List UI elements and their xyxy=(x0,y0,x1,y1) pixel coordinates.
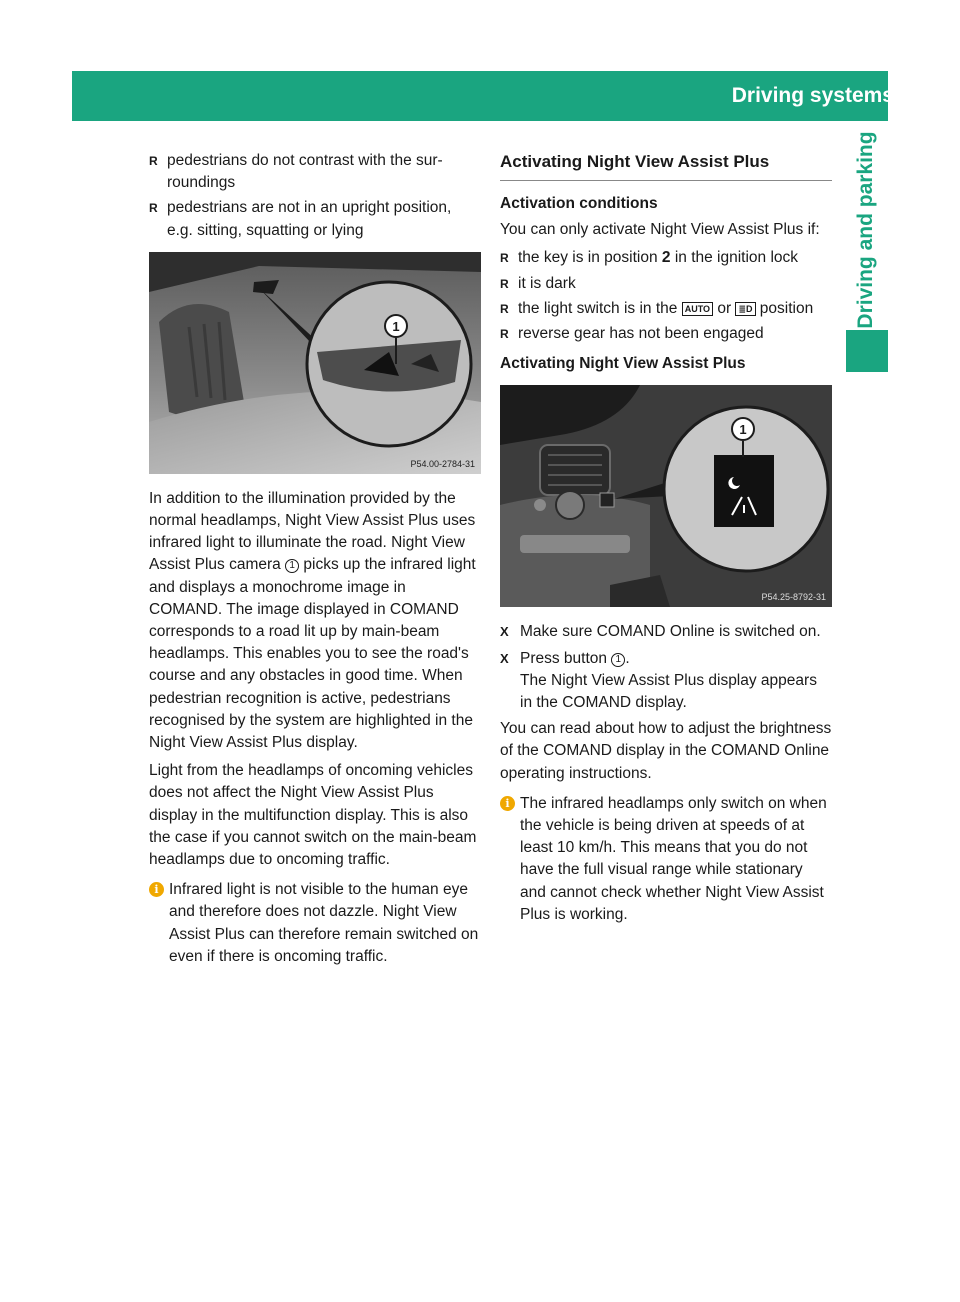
right-column xyxy=(500,150,832,926)
bullet-item: R pedestrians do not contrast with the surroundings xyxy=(149,150,481,194)
left-column xyxy=(149,150,481,968)
header-title: Driving systems xyxy=(731,84,894,107)
note-text: The infrared headlamps only switch on when the vehicle is being driven at speeds of at least 10 km/h. This means that you do not have the full visual range while stationary and cannot check whether Night View Assist Plus is working. xyxy=(520,794,827,923)
figure-callout: 1 xyxy=(739,422,747,438)
figure-dashboard-button xyxy=(500,385,832,607)
subsection-title: Activation conditions xyxy=(500,195,658,212)
figure-windscreen-camera xyxy=(149,252,481,474)
step-result: The Night View Assist Plus display appears in the COMAND display. xyxy=(520,671,817,712)
callout-number: 1 xyxy=(285,559,299,573)
bullet-item: R reverse gear has not been engaged xyxy=(500,323,832,345)
header-bar xyxy=(72,71,951,121)
step-marker: X xyxy=(500,624,509,640)
low-beam-icon: ≣D xyxy=(735,302,755,316)
paragraph: In addition to the illumination provided by the normal headlamps, Night View Assist Plus uses infrared light to illuminate the road. Night View Assist Plus camera 1 picks up the infrared light and displays a monochrome image in COMAND. The image displayed in COMAND corresponds to a road lit up by main-beam headlamps. This enables you to see the road's course and any obstacles in good time. When pedestrian recognition is active, pedestrians recognised by the system are highlighted in the Night View Assist Plus display. xyxy=(149,489,476,752)
bullet-item: R the light switch is in the AUTO or ≣D position xyxy=(500,298,832,320)
figure-label: P54.00-2784-31 xyxy=(410,458,475,469)
side-tab-label: Driving and parking xyxy=(854,131,877,329)
paragraph: Light from the headlamps of oncoming vehicles does not affect the Night View Assist Plus display in the multifunction display. This is also the case if you cannot switch on the main-beam headlamps due to oncoming traffic. xyxy=(149,762,477,869)
figure-label: P54.25-8792-31 xyxy=(761,592,826,603)
figure-callout: 1 xyxy=(392,318,400,334)
step-item: X Press button 1 . The Night View Assist Plus display appears in the COMAND display. xyxy=(500,649,817,712)
section-title: Activating Night View Assist Plus xyxy=(500,150,832,181)
auto-light-icon: AUTO xyxy=(682,302,713,316)
note-text: Infrared light is not visible to the human eye and therefore does not dazzle. Night View Assist Plus can therefore remain switched on even if there is oncoming traffic. xyxy=(169,881,479,965)
paragraph: You can only activate Night View Assist Plus if: xyxy=(500,221,820,239)
info-icon: i xyxy=(500,796,515,811)
subsection-title: Activating Night View Assist Plus xyxy=(500,355,746,373)
step-marker: X xyxy=(500,650,509,666)
paragraph: You can read about how to adjust the brightness of the COMAND display in the COMAND Online operating instructions. xyxy=(500,720,832,782)
callout-number: 1 xyxy=(611,653,625,667)
step-item: X Make sure COMAND Online is switched on. xyxy=(500,621,832,643)
page-number: 221 xyxy=(916,85,951,107)
bullet-item: R pedestrians are not in an upright position, e.g. sitting, squatting or lying xyxy=(149,197,481,241)
bullet-item: R it is dark xyxy=(500,273,832,295)
info-icon: i xyxy=(149,882,164,897)
info-note xyxy=(500,793,832,926)
info-note xyxy=(149,879,481,968)
side-tab-marker xyxy=(846,330,888,372)
bullet-item: R the key is in position 2 in the ignition lock xyxy=(500,247,832,269)
header-separator xyxy=(901,79,903,121)
